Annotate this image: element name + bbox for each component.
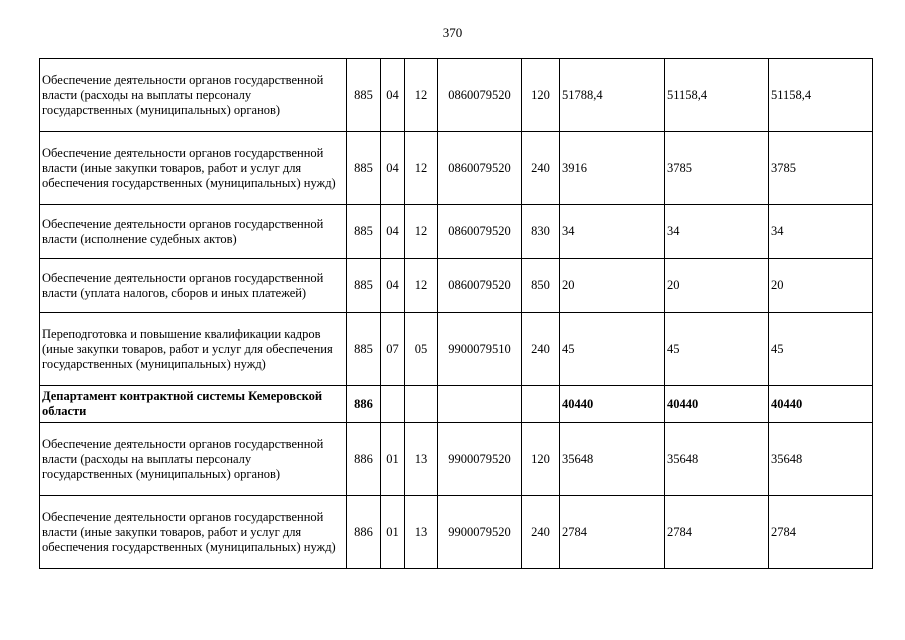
expense-type-code: 240 bbox=[522, 132, 560, 205]
section-code: 01 bbox=[381, 423, 405, 496]
budget-table bbox=[39, 58, 873, 569]
target-article-code: 0860079520 bbox=[438, 259, 522, 313]
row-description: Обеспечение деятельности органов государственной власти (иные закупки товаров, работ и услуг для обеспечения государственных (муниципальных) нужд) bbox=[40, 132, 347, 205]
subsection-code: 13 bbox=[405, 496, 438, 569]
budget-table-body bbox=[40, 59, 873, 569]
amount-year-3: 51158,4 bbox=[769, 59, 873, 132]
amount-year-3: 45 bbox=[769, 313, 873, 386]
ministry-code: 885 bbox=[347, 313, 381, 386]
amount-year-1: 2784 bbox=[560, 496, 665, 569]
table-row bbox=[40, 386, 873, 423]
subsection-code: 12 bbox=[405, 205, 438, 259]
table-row bbox=[40, 423, 873, 496]
subsection-code: 13 bbox=[405, 423, 438, 496]
section-code: 04 bbox=[381, 259, 405, 313]
section-code: 04 bbox=[381, 205, 405, 259]
amount-year-2: 45 bbox=[665, 313, 769, 386]
table-row bbox=[40, 313, 873, 386]
amount-year-3: 3785 bbox=[769, 132, 873, 205]
amount-year-3: 34 bbox=[769, 205, 873, 259]
section-code: 01 bbox=[381, 496, 405, 569]
amount-year-1: 40440 bbox=[560, 386, 665, 423]
amount-year-1: 45 bbox=[560, 313, 665, 386]
ministry-code: 885 bbox=[347, 132, 381, 205]
section-code: 04 bbox=[381, 132, 405, 205]
ministry-code: 885 bbox=[347, 205, 381, 259]
subsection-code: 12 bbox=[405, 259, 438, 313]
amount-year-1: 35648 bbox=[560, 423, 665, 496]
target-article-code: 0860079520 bbox=[438, 59, 522, 132]
row-description: Переподготовка и повышение квалификации кадров (иные закупки товаров, работ и услуг для обеспечения государственных (муниципальных) нужд) bbox=[40, 313, 347, 386]
ministry-code: 886 bbox=[347, 386, 381, 423]
amount-year-2: 35648 bbox=[665, 423, 769, 496]
table-row bbox=[40, 59, 873, 132]
ministry-code: 885 bbox=[347, 59, 381, 132]
target-article-code bbox=[438, 386, 522, 423]
row-description: Обеспечение деятельности органов государственной власти (исполнение судебных актов) bbox=[40, 205, 347, 259]
subsection-code: 12 bbox=[405, 132, 438, 205]
table-row bbox=[40, 205, 873, 259]
amount-year-2: 40440 bbox=[665, 386, 769, 423]
amount-year-1: 34 bbox=[560, 205, 665, 259]
section-code: 04 bbox=[381, 59, 405, 132]
subsection-code: 05 bbox=[405, 313, 438, 386]
row-description: Обеспечение деятельности органов государственной власти (расходы на выплаты персоналу государственных (муниципальных) органов) bbox=[40, 59, 347, 132]
expense-type-code bbox=[522, 386, 560, 423]
table-row bbox=[40, 259, 873, 313]
target-article-code: 9900079510 bbox=[438, 313, 522, 386]
expense-type-code: 240 bbox=[522, 496, 560, 569]
target-article-code: 9900079520 bbox=[438, 423, 522, 496]
amount-year-3: 40440 bbox=[769, 386, 873, 423]
target-article-code: 0860079520 bbox=[438, 132, 522, 205]
table-row bbox=[40, 132, 873, 205]
row-description: Департамент контрактной системы Кемеровской области bbox=[40, 386, 347, 423]
target-article-code: 0860079520 bbox=[438, 205, 522, 259]
amount-year-2: 51158,4 bbox=[665, 59, 769, 132]
row-description: Обеспечение деятельности органов государственной власти (иные закупки товаров, работ и услуг для обеспечения государственных (муниципальных) нужд) bbox=[40, 496, 347, 569]
amount-year-3: 35648 bbox=[769, 423, 873, 496]
ministry-code: 885 bbox=[347, 259, 381, 313]
amount-year-3: 2784 bbox=[769, 496, 873, 569]
expense-type-code: 240 bbox=[522, 313, 560, 386]
ministry-code: 886 bbox=[347, 423, 381, 496]
amount-year-2: 20 bbox=[665, 259, 769, 313]
amount-year-2: 2784 bbox=[665, 496, 769, 569]
ministry-code: 886 bbox=[347, 496, 381, 569]
amount-year-1: 51788,4 bbox=[560, 59, 665, 132]
table-row bbox=[40, 496, 873, 569]
page-number: 370 bbox=[442, 25, 463, 40]
amount-year-1: 3916 bbox=[560, 132, 665, 205]
row-description: Обеспечение деятельности органов государственной власти (уплата налогов, сборов и иных платежей) bbox=[40, 259, 347, 313]
subsection-code bbox=[405, 386, 438, 423]
amount-year-1: 20 bbox=[560, 259, 665, 313]
target-article-code: 9900079520 bbox=[438, 496, 522, 569]
expense-type-code: 830 bbox=[522, 205, 560, 259]
amount-year-2: 34 bbox=[665, 205, 769, 259]
amount-year-2: 3785 bbox=[665, 132, 769, 205]
expense-type-code: 850 bbox=[522, 259, 560, 313]
amount-year-3: 20 bbox=[769, 259, 873, 313]
expense-type-code: 120 bbox=[522, 423, 560, 496]
expense-type-code: 120 bbox=[522, 59, 560, 132]
row-description: Обеспечение деятельности органов государственной власти (расходы на выплаты персоналу государственных (муниципальных) органов) bbox=[40, 423, 347, 496]
section-code bbox=[381, 386, 405, 423]
subsection-code: 12 bbox=[405, 59, 438, 132]
section-code: 07 bbox=[381, 313, 405, 386]
